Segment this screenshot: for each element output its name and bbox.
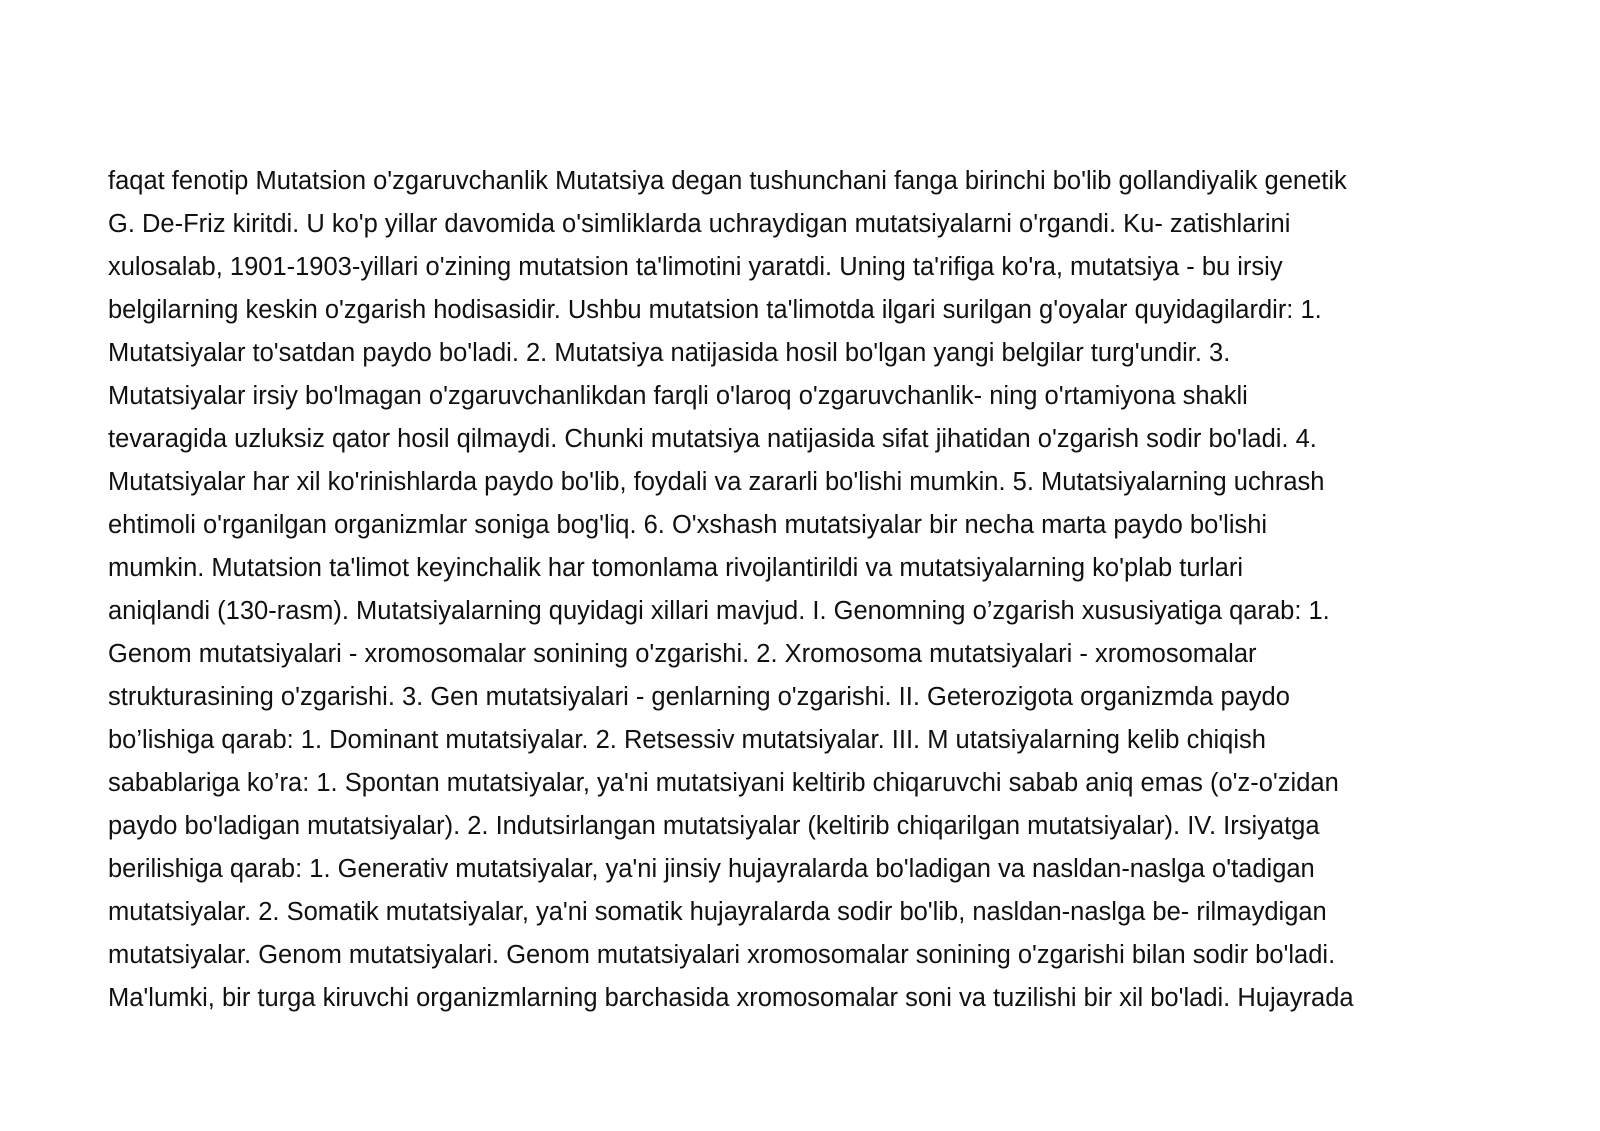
- text-line: aniqlandi (130-rasm). Mutatsiyalarning quyidagi xillari mavjud. I. Genomning o’zgarish xususiyatiga qarab: 1.: [108, 597, 1330, 625]
- text-line: paydo bo'ladigan mutatsiyalar). 2. Indutsirlangan mutatsiyalar (keltirib chiqarilgan mutatsiyalar). IV. Irsiyatga: [108, 812, 1320, 840]
- text-line: Genom mutatsiyalari - xromosomalar sonining o'zgarishi. 2. Xromosoma mutatsiyalari - xromosomalar: [108, 640, 1257, 668]
- text-line: Mutatsiyalar to'satdan paydo bo'ladi. 2. Mutatsiya natijasida hosil bo'lgan yangi belgilar turg'undir. 3.: [108, 339, 1231, 367]
- text-line: Ma'lumki, bir turga kiruvchi organizmlarning barchasida xromosomalar soni va tuzilishi bir xil bo'ladi. Hujayrada: [108, 984, 1354, 1012]
- text-line: G. De-Friz kiritdi. U ko'p yillar davomida o'simliklarda uchraydigan mutatsiyalarni o'rgandi. Ku- zatishlarini: [108, 210, 1291, 238]
- text-line: Mutatsiyalar har xil ko'rinishlarda paydo bo'lib, foydali va zararli bo'lishi mumkin. 5. Mutatsiyalarning uchrash: [108, 468, 1325, 496]
- text-line: belgilarning keskin o'zgarish hodisasidir. Ushbu mutatsion ta'limotda ilgari surilgan g'oyalar quyidagilardir: 1.: [108, 296, 1322, 324]
- text-line: berilishiga qarab: 1. Generativ mutatsiyalar, ya'ni jinsiy hujayralarda bo'ladigan va nasldan-naslga o'tadigan: [108, 855, 1315, 883]
- text-line: ehtimoli o'rganilgan organizmlar soniga bog'liq. 6. O'xshash mutatsiyalar bir necha marta paydo bo'lishi: [108, 511, 1268, 539]
- text-line: Mutatsiyalar irsiy bo'lmagan o'zgaruvchanlikdan farqli o'laroq o'zgaruvchanlik- ning o'rtamiyona shakli: [108, 382, 1248, 410]
- text-line: mutatsiyalar. 2. Somatik mutatsiyalar, ya'ni somatik hujayralarda sodir bo'lib, nasldan-naslga be- rilmaydigan: [108, 898, 1327, 926]
- text-line: strukturasining o'zgarishi. 3. Gen mutatsiyalari - genlarning o'zgarishi. II. Geterozigota organizmda paydo: [108, 683, 1290, 711]
- text-line: mumkin. Mutatsion ta'limot keyinchalik har tomonlama rivojlantirildi va mutatsiyalarning ko'plab turlari: [108, 554, 1244, 582]
- body-text: [108, 160, 1528, 1020]
- text-line: faqat fenotip Mutatsion o'zgaruvchanlik Mutatsiya degan tushunchani fanga birinchi bo'lib gollandiyalik genetik: [108, 167, 1347, 195]
- text-line: bo’lishiga qarab: 1. Dominant mutatsiyalar. 2. Retsessiv mutatsiyalar. III. M utatsiyalarning kelib chiqish: [108, 726, 1266, 754]
- text-line: mutatsiyalar. Genom mutatsiyalari. Genom mutatsiyalari xromosomalar sonining o'zgarishi bilan sodir bo'ladi.: [108, 941, 1336, 969]
- text-line: sabablariga ko’ra: 1. Spontan mutatsiyalar, ya'ni mutatsiyani keltirib chiqaruvchi sabab aniq emas (o'z-o'zidan: [108, 769, 1339, 797]
- text-line: tevaragida uzluksiz qator hosil qilmaydi. Chunki mutatsiya natijasida sifat jihatidan o'zgarish sodir bo'ladi. 4.: [108, 425, 1317, 453]
- text-line: xulosalab, 1901-1903-yillari o'zining mutatsion ta'limotini yaratdi. Uning ta'rifiga ko'ra, mutatsiya - bu irsiy: [108, 253, 1283, 281]
